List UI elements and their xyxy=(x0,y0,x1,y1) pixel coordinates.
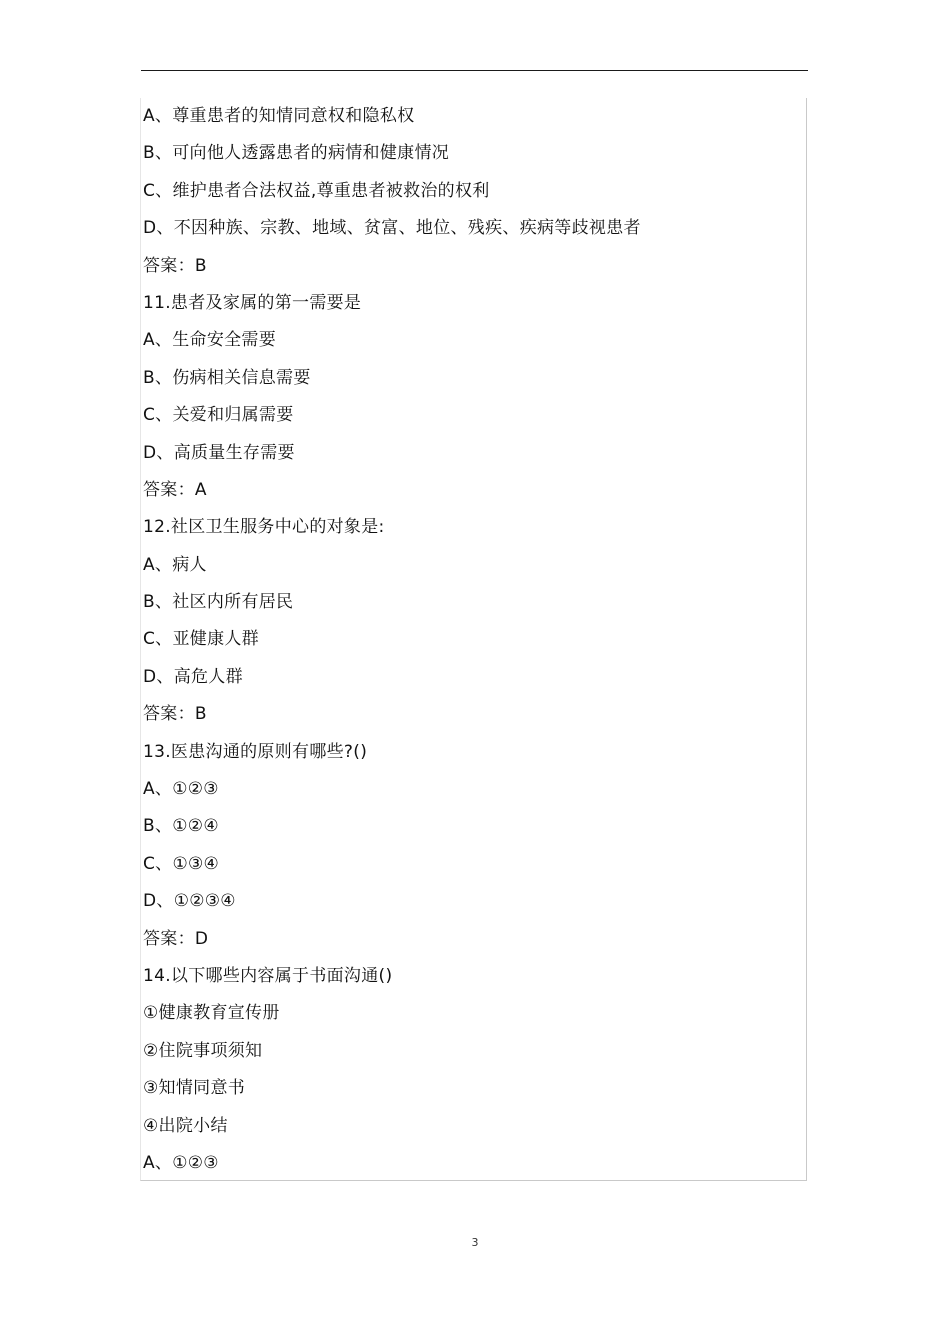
option-line: B、社区内所有居民 xyxy=(143,592,294,613)
question-line: 12.社区卫生服务中心的对象是: xyxy=(143,517,385,538)
answer-line: 答案：A xyxy=(143,479,207,500)
option-line: D、①②③④ xyxy=(143,891,236,912)
option-line: D、不因种族、宗教、地域、贫富、地位、残疾、疾病等歧视患者 xyxy=(143,218,641,239)
option-line: B、可向他人透露患者的病情和健康情况 xyxy=(143,143,450,164)
option-line: C、①③④ xyxy=(143,853,220,874)
answer-line: 答案：D xyxy=(143,928,209,949)
list-item: ①健康教育宣传册 xyxy=(143,1003,280,1024)
question-line: 14.以下哪些内容属于书面沟通() xyxy=(143,965,393,986)
list-item: ②住院事项须知 xyxy=(143,1040,263,1061)
option-line: A、病人 xyxy=(143,554,207,575)
option-line: A、尊重患者的知情同意权和隐私权 xyxy=(143,106,415,126)
list-item: ④出院小结 xyxy=(143,1115,228,1136)
option-line: D、高危人群 xyxy=(143,666,243,687)
option-line: A、①②③ xyxy=(143,779,219,800)
option-line: A、生命安全需要 xyxy=(143,330,277,351)
question-line: 13.医患沟通的原则有哪些?() xyxy=(143,741,368,762)
page-number: 3 xyxy=(471,1236,479,1249)
option-line: C、关爱和归属需要 xyxy=(143,405,294,426)
question-text-block xyxy=(143,98,803,1182)
option-line: C、维护患者合法权益,尊重患者被救治的权利 xyxy=(143,180,490,201)
header-rule xyxy=(141,70,808,71)
option-line: A、①②③ xyxy=(143,1152,219,1173)
option-line: D、高质量生存需要 xyxy=(143,442,295,463)
option-line: B、伤病相关信息需要 xyxy=(143,367,311,388)
answer-line: 答案：B xyxy=(143,704,207,725)
answer-line: 答案：B xyxy=(143,255,207,276)
option-line: B、①②④ xyxy=(143,816,219,837)
question-line: 11.患者及家属的第一需要是 xyxy=(143,292,362,313)
option-line: C、亚健康人群 xyxy=(143,629,259,650)
list-item: ③知情同意书 xyxy=(143,1078,246,1099)
